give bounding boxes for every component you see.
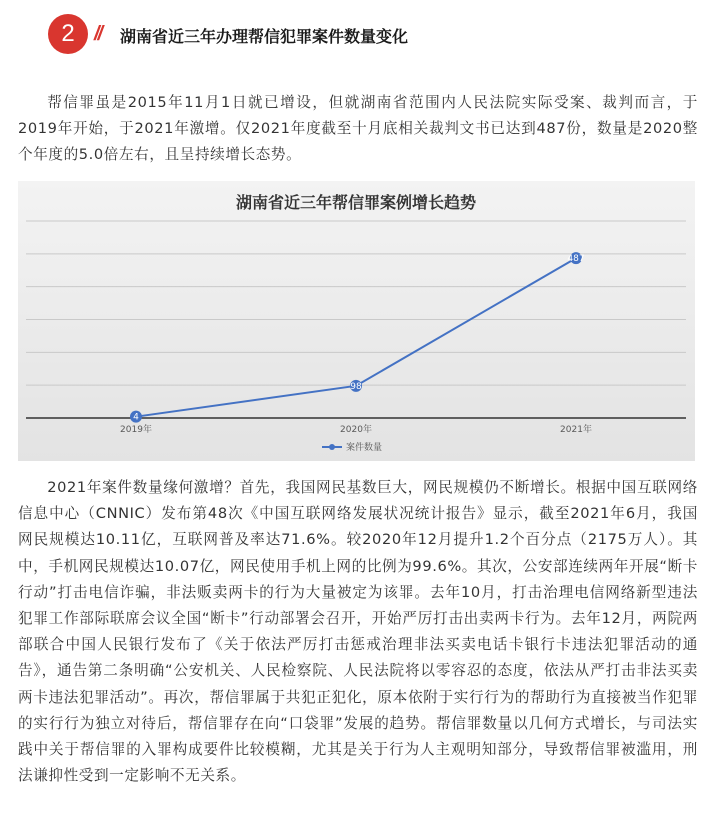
x-tick-label: 2019年 — [120, 425, 152, 435]
paragraph-analysis: 2021年案件数量缘何激增？首先，我国网民基数巨大，网民规模仍不断增长。根据中国互联网络信息中心（CNNIC）发布第48次《中国互联网络发展状况统计报告》显示，截至2021年6月，我国网民规模达10.11亿，互联网普及率达71.6%。较2020年12月提升1.2个百分点（2175万人）。其中，手机网民规模达10.07亿，网民使用手机上网的比例为99.6%。其次，公安部连续两年开展“断卡行动”打击电信诈骗，非法贩卖两卡的行为大量被定为该罪。去年10月，打击治理电信网络新型违法犯罪工作部际联席会议全国“断卡”行动部署会召开，开始严厉打击出卖两卡行为。去年12月，两院两部联合中国人民银行发布了《关于依法严厉打击惩戒治理非法买卖电话卡银行卡违法犯罪活动的通告》，通告第二条明确“公安机关、人民检察院、人民法院将以零容忍的态度，依法从严打击非法买卖两卡违法犯罪活动”。再次，帮信罪属于共犯正犯化，原本依附于实行行为的帮助行为直接被当作犯罪的实行行为独立对待后，帮信罪存在向“口袋罪”发展的趋势。帮信罪数量以几何方式增长，与司法实践中关于帮信罪的入罪构成要件比较模糊，尤其是关于行为人主观明知部分，导致帮信罪被滥用，刑法谦抑性受到一定影响不无关系。 — [18, 479, 698, 785]
data-label: 487 — [567, 254, 585, 265]
data-label: 4 — [133, 412, 139, 423]
chart-series — [130, 252, 585, 423]
section-number-badge: 2 — [48, 14, 88, 54]
data-label: 98 — [350, 381, 362, 392]
section-header — [48, 14, 688, 60]
x-tick-label: 2021年 — [560, 425, 592, 435]
chart-svg — [18, 181, 695, 461]
paragraph-intro: 帮信罪虽是2015年11月1日就已增设，但就湖南省范围内人民法院实际受案、裁判而言，于2019年开始，于2021年激增。仅2021年度截至十月底相关裁判文书已达到487份，数量是2020整个年度的5.0倍左右，且呈持续增长态势。 — [18, 94, 698, 163]
legend-label: 案件数量 — [346, 443, 383, 453]
legend-swatch-marker — [329, 444, 335, 450]
series-line — [136, 258, 576, 417]
section-title: 湖南省近三年办理帮信犯罪案件数量变化 — [120, 27, 409, 46]
section-slashes: // — [94, 23, 102, 45]
line-chart — [18, 181, 695, 461]
chart-x-axis — [26, 418, 686, 435]
chart-legend — [322, 441, 382, 453]
x-tick-label: 2020年 — [340, 425, 372, 435]
chart-title: 湖南省近三年帮信罪案例增长趋势 — [235, 193, 477, 212]
chart-gridlines — [26, 221, 686, 385]
